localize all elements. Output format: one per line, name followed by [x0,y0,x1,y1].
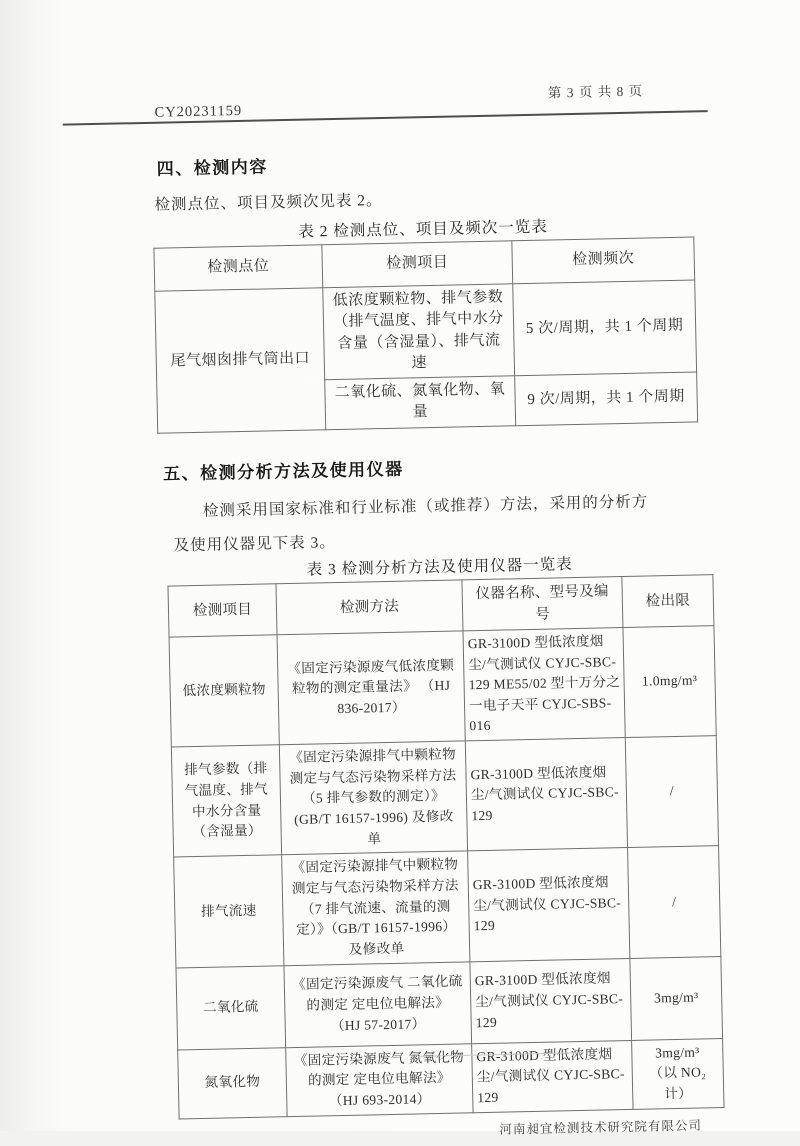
page-number-indicator: 第 3 页 共 8 页 [547,83,644,101]
cell-monitoring-items: 低浓度颗粒物、排气参数（排气温度、排气中水分含量（含湿量）、排气流速 [323,284,515,380]
cell-monitoring-frequency: 5 次/周期，共 1 个周期 [513,280,697,376]
table-2-header-items: 检测项目 [322,241,513,288]
detection-limit-value: 3mg/m³ [654,1044,700,1061]
cell-test-method: 《固定污染源废气 二氧化硫的测定 定电位电解法》 （HJ 57-2017） [284,962,472,1048]
cell-monitoring-frequency: 9 次/周期，共 1 个周期 [515,372,698,425]
table-row [174,846,721,968]
cell-instrument: GR-3100D 型低浓度烟尘/气测试仪 CYJC-SBC-129 [468,848,630,962]
cell-test-item: 排气流速 [174,855,284,968]
cell-detection-limit: 3mg/m³ [630,956,723,1040]
cell-test-method: 《固定污染源废气 氮氧化物的测定 定电位电解法》 （HJ 693-2014） [286,1043,473,1116]
section-5-intro-line-1: 检测采用国家标准和行业标准（或推荐）方法，采用的分析方 [202,493,649,520]
cell-detection-limit: / [625,736,718,848]
page-content [139,72,729,1144]
table-3-header-limit: 检出限 [622,574,714,627]
table-row [155,280,697,383]
cell-detection-limit: / [628,846,721,958]
cell-monitoring-site: 尾气烟囱排气筒出口 [155,288,326,433]
section-5-heading: 五、检测分析方法及使用仪器 [162,459,404,484]
footer-company-name: 河南昶宜检测技术研究院有限公司 [499,1118,703,1137]
table-2-monitoring-plan [153,236,698,433]
cell-instrument: GR-3100D 型低浓度烟尘/气测试仪 CYJC-SBC-129 [472,1040,633,1112]
table-2-caption: 表 2 检测点位、项目及频次一览表 [298,218,548,241]
cell-test-item: 低浓度颗粒物 [169,635,279,748]
table-3-header-method: 检测方法 [276,580,463,635]
table-2-header-frequency: 检测频次 [512,237,695,284]
table-3-header-item: 检测项目 [168,584,277,637]
table-row [178,1038,724,1118]
table-3-methods-instruments [167,574,724,1119]
cell-test-method: 《固定污染源排气中颗粒物测定与气态污染物采样方法（5 排气参数的测定）》(GB/T 16157-1996) 及修改单 [279,741,467,855]
table-row [171,736,718,858]
table-2-header-site: 检测点位 [154,245,323,292]
cell-test-method: 《固定污染源废气低浓度颗粒物的测定重量法》 （HJ 836-2017） [277,631,465,745]
page-header [62,72,708,125]
cell-instrument: GR-3100D 型低浓度烟尘/气测试仪 CYJC-SBC-129 [470,958,632,1043]
section-4-heading: 四、检测内容 [156,157,268,179]
table-row [169,625,716,747]
section-4-intro: 检测点位、项目及频次见表 2。 [154,191,383,214]
table-3-caption: 表 3 检测分析方法及使用仪器一览表 [306,555,573,579]
table-3-header-instrument: 仪器名称、型号及编号 [462,576,623,630]
cell-detection-limit: 1.0mg/m³ [623,625,716,737]
cell-test-item: 二氧化硫 [176,965,286,1049]
cell-test-method: 《固定污染源排气中颗粒物测定与气态污染物采样方法（7 排气流速、流量的测定）》（GB/T 16157-1996）及修改单 [282,851,470,965]
cell-test-item: 氮氧化物 [178,1047,287,1118]
cell-detection-limit [632,1038,724,1109]
document-number: CY20231159 [154,102,243,121]
detection-limit-note: （以 NO₂ 计） [649,1064,707,1102]
cell-instrument: GR-3100D 型低浓度烟尘/气测试仪 CYJC-SBC-129 [465,738,627,852]
cell-instrument: GR-3100D 型低浓度烟尘/气测试仪 CYJC-SBC-129 ME55/02 型十万分之一电子天平 CYJC-SBS-016 [463,627,625,741]
section-5-intro-line-2: 及使用仪器见下表 3。 [173,533,336,555]
cell-monitoring-items: 二氧化硫、氮氧化物、氧量 [325,376,516,430]
table-row [176,956,723,1049]
cell-test-item: 排气参数（排气温度、排气中水分含量（含湿量） [171,745,281,858]
